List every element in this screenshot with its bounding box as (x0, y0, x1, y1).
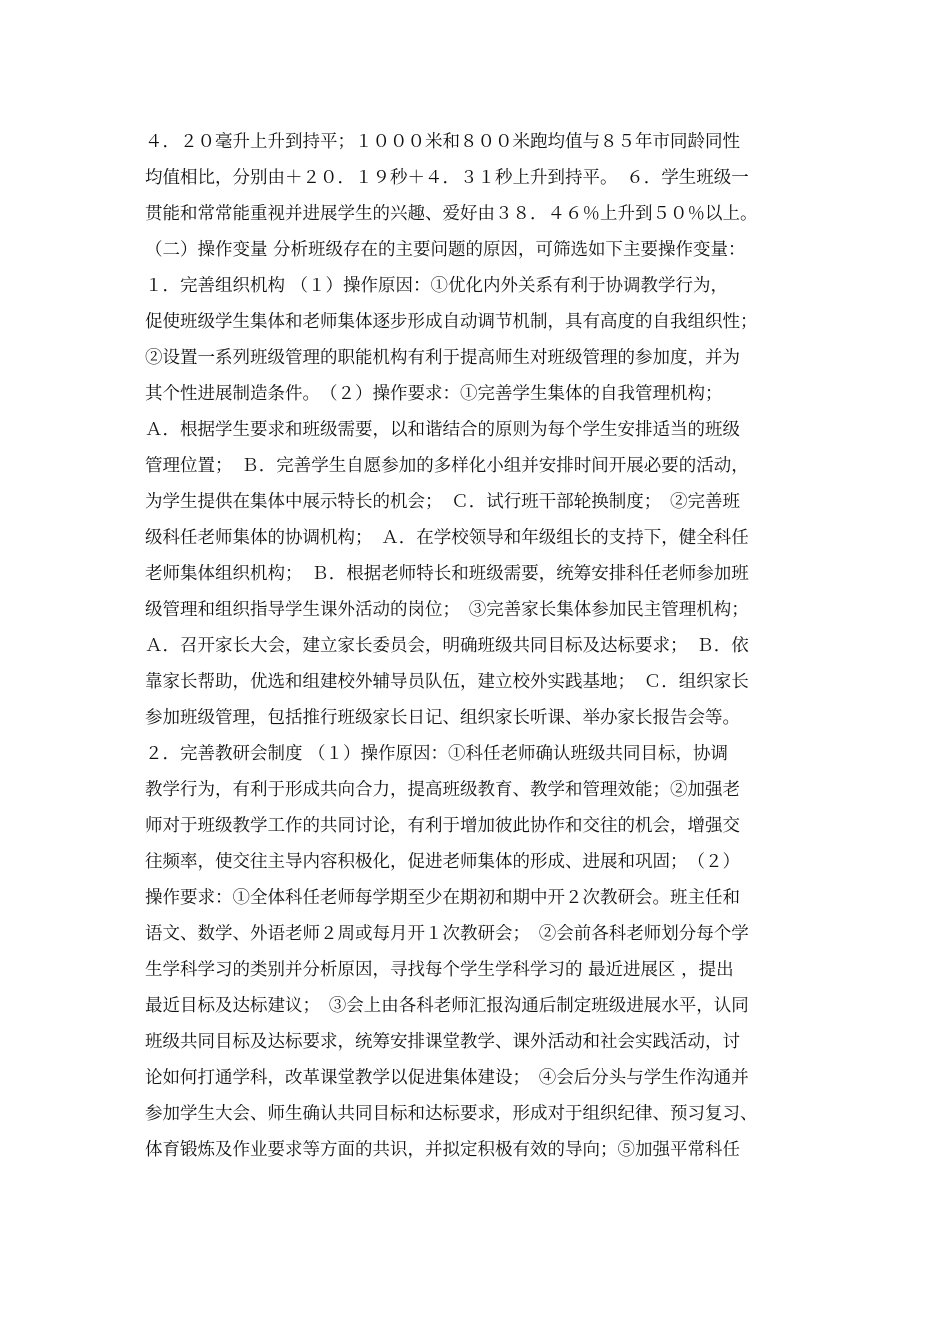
text-line: 参加班级管理，包括推行班级家长日记、组织家长听课、举办家长报告会等。 (145, 708, 740, 728)
text-line: 操作要求：①全体科任老师每学期至少在期初和期中开２次教研会。班主任和 (145, 888, 740, 908)
text-line: 师对于班级教学工作的共同讨论，有利于增加彼此协作和交往的机会，增强交 (145, 816, 740, 836)
text-line: 参加学生大会、师生确认共同目标和达标要求，形成对于组织纪律、预习复习、 (145, 1104, 758, 1124)
text-line: Ａ．召开家长大会，建立家长委员会，明确班级共同目标及达标要求； Ｂ．依 (145, 636, 749, 656)
text-line: 班级共同目标及达标要求，统筹安排课堂教学、课外活动和社会实践活动，讨 (145, 1032, 740, 1052)
text-line: 往频率，使交往主导内容积极化，促进老师集体的形成、进展和巩固； （２） (145, 852, 740, 872)
text-line: （二）操作变量 分析班级存在的主要问题的原因，可筛选如下主要操作变量： (145, 240, 746, 260)
text-line: 其个性进展制造条件。 （２）操作要求：①完善学生集体的自我管理机构； (145, 384, 723, 404)
text-line: 老师集体组织机构； Ｂ．根据老师特长和班级需要，统筹安排科任老师参加班 (145, 564, 749, 584)
text-line: 级管理和组织指导学生课外活动的岗位； ③完善家长集体参加民主管理机构； (145, 600, 749, 620)
text-line: 贯能和常常能重视并进展学生的兴趣、爱好由３８．４６％上升到５０％以上。 (145, 204, 758, 224)
text-line: 语文、数学、外语老师２周或每月开１次教研会； ②会前各科老师划分每个学 (145, 924, 749, 944)
text-line: 均值相比，分别由＋２０．１９秒＋４．３１秒上升到持平。 ６．学生班级一 (145, 168, 749, 188)
text-line: 体育锻炼及作业要求等方面的共识，并拟定积极有效的导向；⑤加强平常科任 (145, 1140, 740, 1160)
text-line: 生学科学习的类别并分析原因，寻找每个学生学科学习的 最近进展区 ，提出 (145, 960, 734, 980)
text-line: 论如何打通学科，改革课堂教学以促进集体建设； ④会后分头与学生作沟通并 (145, 1068, 749, 1088)
text-line: 为学生提供在集体中展示特长的机会； Ｃ．试行班干部轮换制度； ②完善班 (145, 492, 740, 512)
text-line: 教学行为，有利于形成共向合力，提高班级教育、教学和管理效能；②加强老 (145, 780, 740, 800)
text-line: ２．完善教研会制度 （１）操作原因：①科任老师确认班级共同目标，协调 (145, 744, 729, 764)
text-line: Ａ．根据学生要求和班级需要，以和谐结合的原则为每个学生安排适当的班级 (145, 420, 740, 440)
text-line: 促使班级学生集体和老师集体逐步形成自动调节机制，具有高度的自我组织性； (145, 312, 758, 332)
text-line: 管理位置； Ｂ．完善学生自愿参加的多样化小组并安排时间开展必要的活动， (145, 456, 749, 476)
text-line: 靠家长帮助，优选和组建校外辅导员队伍，建立校外实践基地； Ｃ．组织家长 (145, 672, 749, 692)
text-line: 最近目标及达标建议； ③会上由各科老师汇报沟通后制定班级进展水平，认同 (145, 996, 749, 1016)
document-body (145, 124, 815, 1168)
text-line: ４．２０毫升上升到持平；１０００米和８００米跑均值与８５年市同龄同性 (145, 132, 740, 152)
text-line: １．完善组织机构 （１）操作原因：①优化内外关系有利于协调教学行为， (145, 276, 729, 296)
text-line: ②设置一系列班级管理的职能机构有利于提高师生对班级管理的参加度，并为 (145, 348, 740, 368)
text-line: 级科任老师集体的协调机构； Ａ．在学校领导和年级组长的支持下，健全科任 (145, 528, 749, 548)
